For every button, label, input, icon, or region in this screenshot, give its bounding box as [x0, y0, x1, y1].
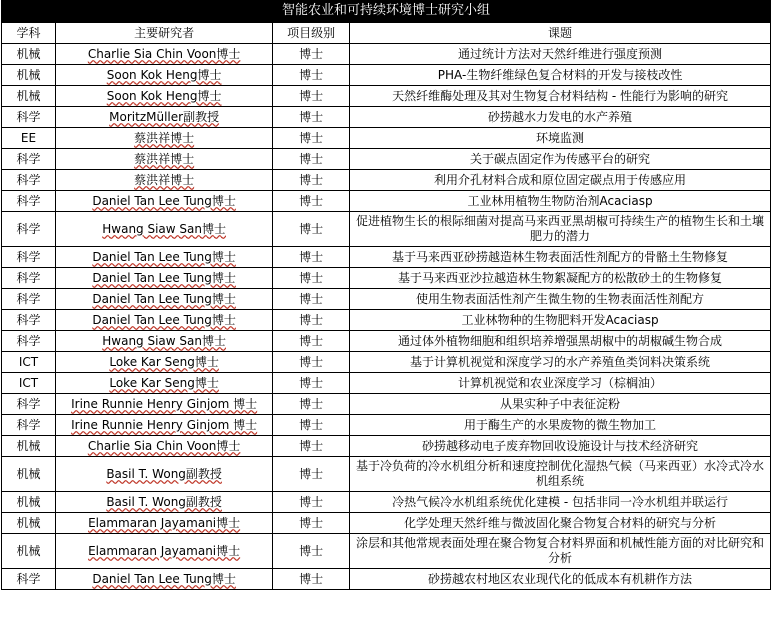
field-cell-text: ICT	[18, 375, 39, 390]
table-row	[2, 212, 771, 247]
researcher-cell-text: Daniel Tan Lee Tung博士	[92, 291, 236, 306]
researcher-cell-text: Elammaran Jayamani博士	[88, 515, 241, 530]
topic-cell-text: 基于马来西亚砂捞越造林生物表面活性剂配方的骨骼土生物修复	[392, 249, 729, 264]
topic-cell	[350, 534, 771, 569]
topic-cell	[350, 128, 771, 149]
researcher-cell	[56, 128, 273, 149]
level-cell	[273, 373, 350, 394]
researcher-cell	[56, 331, 273, 352]
level-cell-text: 博士	[299, 88, 324, 103]
field-cell-text: 机械	[16, 67, 41, 82]
researcher-cell	[56, 492, 273, 513]
level-cell	[273, 191, 350, 212]
topic-cell-text: 涂层和其他常规表面处理在聚合物复合材料界面和机械性能方面的对比研究和分析	[356, 536, 765, 565]
table-row	[2, 107, 771, 128]
field-cell	[2, 457, 56, 492]
topic-cell-text: 砂捞越移动电子废弃物回收设施设计与技术经济研究	[422, 438, 699, 453]
topic-cell-text: 基于马来西亚沙拉越造林生物絮凝配方的松散砂土的生物修复	[398, 270, 723, 285]
field-cell	[2, 128, 56, 149]
topic-cell	[350, 352, 771, 373]
researcher-cell	[56, 310, 273, 331]
field-cell-text: 机械	[16, 543, 41, 558]
researcher-cell-text: Elammaran Jayamani博士	[88, 543, 241, 558]
field-cell	[2, 86, 56, 107]
topic-cell-text: 促进植物生长的根际细菌对提高马来西亚黑胡椒可持续生产的植物生长和土壤肥力的潜力	[356, 214, 765, 243]
topic-cell-text: 基于计算机视觉和深度学习的水产养殖鱼类饲料决策系统	[410, 354, 711, 369]
topic-cell-text: 通过体外植物细胞和组织培养增强黑胡椒中的胡椒碱生物合成	[398, 333, 723, 348]
level-cell-text: 博士	[299, 193, 324, 208]
field-cell-text: 科学	[16, 333, 41, 348]
topic-cell-text: 天然纤维酶处理及其对生物复合材料结构 - 性能行为影响的研究	[392, 88, 729, 103]
field-cell-text: 机械	[16, 494, 41, 509]
researcher-cell	[56, 170, 273, 191]
field-cell-text: 科学	[16, 417, 41, 432]
topic-cell-text: 工业林物种的生物肥料开发Acaciasp	[461, 312, 659, 327]
level-cell	[273, 534, 350, 569]
level-cell	[273, 352, 350, 373]
level-cell-text: 博士	[299, 221, 324, 236]
level-cell-text: 博士	[299, 396, 324, 411]
level-cell-text: 博士	[299, 417, 324, 432]
researcher-cell-text: Daniel Tan Lee Tung博士	[92, 249, 236, 264]
topic-cell-text: 砂捞越水力发电的水产养殖	[488, 109, 633, 124]
researcher-cell	[56, 513, 273, 534]
topic-cell	[350, 191, 771, 212]
level-cell-text: 博士	[299, 571, 324, 586]
level-cell-text: 博士	[299, 515, 324, 530]
researcher-cell-text: Daniel Tan Lee Tung博士	[92, 571, 236, 586]
topic-cell	[350, 149, 771, 170]
field-cell	[2, 436, 56, 457]
researcher-cell	[56, 373, 273, 394]
level-cell	[273, 86, 350, 107]
field-cell-text: ICT	[18, 354, 39, 369]
researcher-cell-text: Charlie Sia Chin Voon博士	[87, 46, 241, 61]
field-cell	[2, 373, 56, 394]
table-row	[2, 394, 771, 415]
researcher-cell-text: Soon Kok Heng博士	[106, 88, 222, 103]
header-topic: 课题	[350, 23, 771, 44]
level-cell	[273, 569, 350, 590]
field-cell	[2, 268, 56, 289]
topic-cell	[350, 170, 771, 191]
topic-cell	[350, 415, 771, 436]
level-cell-text: 博士	[299, 172, 324, 187]
researcher-cell	[56, 457, 273, 492]
topic-cell	[350, 268, 771, 289]
table-row	[2, 436, 771, 457]
researcher-cell	[56, 65, 273, 86]
table-row	[2, 513, 771, 534]
researcher-cell	[56, 149, 273, 170]
field-cell	[2, 149, 56, 170]
level-cell	[273, 107, 350, 128]
researcher-cell-text: Daniel Tan Lee Tung博士	[92, 312, 236, 327]
researcher-cell	[56, 352, 273, 373]
topic-cell	[350, 513, 771, 534]
level-cell	[273, 415, 350, 436]
table-row	[2, 492, 771, 513]
level-cell-text: 博士	[299, 249, 324, 264]
table-row	[2, 457, 771, 492]
researcher-cell	[56, 415, 273, 436]
header-row	[2, 23, 771, 44]
topic-cell-text: 关于碳点固定作为传感平台的研究	[470, 151, 651, 166]
topic-cell	[350, 436, 771, 457]
level-cell	[273, 212, 350, 247]
researcher-cell-text: Hwang Siaw San博士	[102, 221, 226, 236]
researcher-cell-text: Irine Runnie Henry Ginjom 博士	[71, 396, 258, 411]
table-row	[2, 373, 771, 394]
research-table	[1, 22, 771, 590]
topic-cell	[350, 394, 771, 415]
table-row	[2, 331, 771, 352]
table-row	[2, 352, 771, 373]
header-level: 项目级别	[273, 23, 350, 44]
topic-cell	[350, 107, 771, 128]
field-cell-text: 科学	[16, 249, 41, 264]
level-cell	[273, 170, 350, 191]
field-cell-text: 科学	[16, 312, 41, 327]
topic-cell	[350, 86, 771, 107]
researcher-cell-text: Basil T. Wong副教授	[106, 494, 222, 509]
topic-cell-text: 冷热气候冷水机组系统优化建模 - 包括非同一冷水机组并联运行	[392, 494, 729, 509]
table-row	[2, 569, 771, 590]
researcher-cell	[56, 268, 273, 289]
table-row	[2, 149, 771, 170]
table-row	[2, 247, 771, 268]
level-cell	[273, 394, 350, 415]
researcher-cell-text: Charlie Sia Chin Voon博士	[87, 438, 241, 453]
level-cell	[273, 436, 350, 457]
topic-cell	[350, 310, 771, 331]
field-cell-text: 机械	[16, 515, 41, 530]
level-cell-text: 博士	[299, 438, 324, 453]
field-cell	[2, 191, 56, 212]
field-cell	[2, 513, 56, 534]
researcher-cell	[56, 289, 273, 310]
level-cell	[273, 128, 350, 149]
topic-cell	[350, 492, 771, 513]
field-cell	[2, 534, 56, 569]
field-cell	[2, 394, 56, 415]
level-cell-text: 博士	[299, 375, 324, 390]
table-row	[2, 191, 771, 212]
field-cell	[2, 212, 56, 247]
researcher-cell	[56, 436, 273, 457]
field-cell-text: 机械	[16, 438, 41, 453]
level-cell-text: 博士	[299, 333, 324, 348]
level-cell	[273, 492, 350, 513]
topic-cell-text: 环境监测	[536, 130, 585, 145]
researcher-cell-text: 蔡洪祥博士	[134, 172, 195, 187]
level-cell	[273, 289, 350, 310]
field-cell-text: 科学	[16, 172, 41, 187]
field-cell-text: 科学	[16, 151, 41, 166]
field-cell	[2, 65, 56, 86]
researcher-cell-text: Soon Kok Heng博士	[106, 67, 222, 82]
level-cell	[273, 268, 350, 289]
topic-cell-text: 基于冷负荷的冷水机组分析和速度控制优化湿热气候（马来西亚）水冷式冷水机组系统	[356, 459, 765, 488]
level-cell-text: 博士	[299, 543, 324, 558]
field-cell	[2, 415, 56, 436]
researcher-cell-text: Daniel Tan Lee Tung博士	[92, 193, 236, 208]
researcher-cell-text: 蔡洪祥博士	[134, 130, 195, 145]
research-table-container	[1, 0, 771, 590]
level-cell-text: 博士	[299, 291, 324, 306]
table-row	[2, 268, 771, 289]
level-cell-text: 博士	[299, 109, 324, 124]
field-cell-text: 科学	[16, 270, 41, 285]
field-cell-text: 科学	[16, 109, 41, 124]
topic-cell	[350, 373, 771, 394]
researcher-cell-text: 蔡洪祥博士	[134, 151, 195, 166]
level-cell	[273, 457, 350, 492]
level-cell-text: 博士	[299, 354, 324, 369]
researcher-cell	[56, 191, 273, 212]
topic-cell-text: 通过统计方法对天然纤维进行强度预测	[458, 46, 663, 61]
level-cell-text: 博士	[299, 466, 324, 481]
researcher-cell	[56, 86, 273, 107]
header-field: 学科	[2, 23, 56, 44]
table-row	[2, 289, 771, 310]
field-cell	[2, 331, 56, 352]
researcher-cell	[56, 107, 273, 128]
researcher-cell-text: MoritzMüller副教授	[109, 109, 220, 124]
topic-cell	[350, 44, 771, 65]
field-cell	[2, 107, 56, 128]
field-cell-text: 科学	[16, 221, 41, 236]
topic-cell	[350, 212, 771, 247]
topic-cell	[350, 457, 771, 492]
topic-cell-text: 使用生物表面活性剂产生微生物的生物表面活性剂配方	[416, 291, 705, 306]
field-cell-text: 机械	[16, 88, 41, 103]
level-cell-text: 博士	[299, 130, 324, 145]
table-row	[2, 534, 771, 569]
level-cell-text: 博士	[299, 67, 324, 82]
level-cell	[273, 149, 350, 170]
topic-cell	[350, 247, 771, 268]
topic-cell	[350, 289, 771, 310]
researcher-cell	[56, 569, 273, 590]
topic-cell-text: 工业林用植物生物防治剂Acaciasp	[467, 193, 653, 208]
topic-cell	[350, 65, 771, 86]
researcher-cell	[56, 394, 273, 415]
topic-cell-text: 砂捞越农村地区农业现代化的低成本有机耕作方法	[428, 571, 693, 586]
level-cell	[273, 247, 350, 268]
field-cell	[2, 352, 56, 373]
topic-cell-text: 化学处理天然纤维与微波固化聚合物复合材料的研究与分析	[404, 515, 717, 530]
topic-cell-text: 计算机视觉和农业深度学习（棕榈油）	[458, 375, 663, 390]
topic-cell-text: PHA-生物纤维绿色复合材料的开发与接枝改性	[437, 67, 683, 82]
level-cell-text: 博士	[299, 312, 324, 327]
level-cell	[273, 310, 350, 331]
table-body	[2, 44, 771, 590]
topic-cell	[350, 569, 771, 590]
level-cell	[273, 513, 350, 534]
level-cell-text: 博士	[299, 151, 324, 166]
field-cell	[2, 289, 56, 310]
researcher-cell-text: Daniel Tan Lee Tung博士	[92, 270, 236, 285]
level-cell	[273, 65, 350, 86]
field-cell	[2, 44, 56, 65]
topic-cell-text: 用于酶生产的水果废物的微生物加工	[464, 417, 657, 432]
researcher-cell-text: Irine Runnie Henry Ginjom 博士	[71, 417, 258, 432]
field-cell-text: EE	[20, 130, 37, 145]
researcher-cell-text: Hwang Siaw San博士	[102, 333, 226, 348]
header-researcher: 主要研究者	[56, 23, 273, 44]
table-row	[2, 86, 771, 107]
table-row	[2, 310, 771, 331]
researcher-cell-text: Basil T. Wong副教授	[106, 466, 222, 481]
level-cell-text: 博士	[299, 270, 324, 285]
level-cell-text: 博士	[299, 46, 324, 61]
researcher-cell-text: Loke Kar Seng博士	[109, 354, 219, 369]
researcher-cell	[56, 44, 273, 65]
field-cell-text: 机械	[16, 46, 41, 61]
field-cell-text: 科学	[16, 571, 41, 586]
field-cell-text: 科学	[16, 396, 41, 411]
topic-cell-text: 从果实种子中表征淀粉	[500, 396, 621, 411]
table-row	[2, 170, 771, 191]
field-cell-text: 科学	[16, 291, 41, 306]
field-cell	[2, 569, 56, 590]
researcher-cell-text: Loke Kar Seng博士	[109, 375, 219, 390]
field-cell	[2, 492, 56, 513]
researcher-cell	[56, 247, 273, 268]
table-title: 智能农业和可持续环境博士研究小组	[1, 0, 771, 22]
table-row	[2, 65, 771, 86]
level-cell	[273, 44, 350, 65]
field-cell	[2, 170, 56, 191]
field-cell	[2, 247, 56, 268]
topic-cell-text: 利用介孔材料合成和原位固定碳点用于传感应用	[434, 172, 687, 187]
level-cell-text: 博士	[299, 494, 324, 509]
topic-cell	[350, 331, 771, 352]
field-cell-text: 机械	[16, 466, 41, 481]
level-cell	[273, 331, 350, 352]
field-cell	[2, 310, 56, 331]
table-row	[2, 44, 771, 65]
researcher-cell	[56, 534, 273, 569]
field-cell-text: 科学	[16, 193, 41, 208]
table-row	[2, 128, 771, 149]
researcher-cell	[56, 212, 273, 247]
table-row	[2, 415, 771, 436]
